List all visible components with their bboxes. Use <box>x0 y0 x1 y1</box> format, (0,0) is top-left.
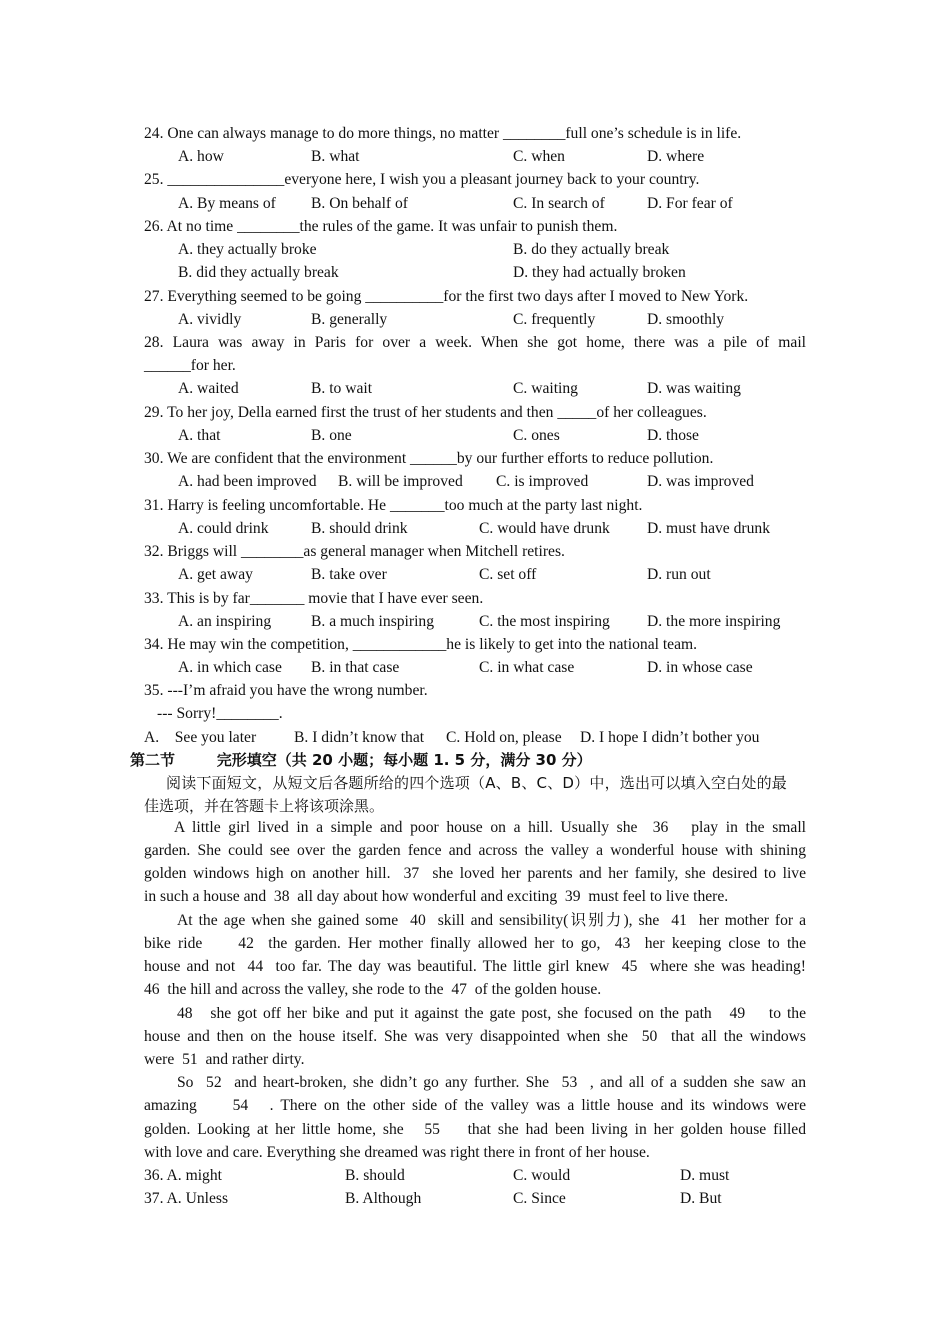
passage-line: in such a house and 38 all day about how wonderful and exciting 39 must feel to live there. <box>144 888 729 905</box>
option-c: C. ones <box>513 427 560 444</box>
cloze-37-option-a: 37. A. Unless <box>144 1190 229 1207</box>
question-27: 27. Everything seemed to be going __________for the first two days after I moved to New York. <box>144 288 749 305</box>
option-a: A. in which case <box>178 659 282 676</box>
passage-line: 46 the hill and across the valley, she rode to the 47 of the golden house. <box>144 981 602 998</box>
option-a: A. By means of <box>178 195 276 212</box>
passage-line: bike ride 42 the garden. Her mother finally allowed her to go, 43 her keeping close to the <box>144 935 806 952</box>
cloze-37-option-c: C. Since <box>513 1190 566 1207</box>
passage-line: golden windows high on another hill. 37 she loved her parents and her family, she desired to live <box>144 865 806 882</box>
option-a: A. waited <box>178 380 239 397</box>
option-a: A. get away <box>178 566 253 583</box>
option-b: B. should drink <box>311 520 408 537</box>
option-c: C. would have drunk <box>479 520 610 537</box>
option-b: B. to wait <box>311 380 373 397</box>
question-29: 29. To her joy, Della earned first the trust of her students and then _____of her colleagues. <box>144 404 707 421</box>
passage-line: house and not 44 too far. The day was beautiful. The little girl knew 45 where she was heading! <box>144 958 806 975</box>
question-25: 25. _______________everyone here, I wish you a pleasant journey back to your country. <box>144 171 700 188</box>
cloze-36-option-c: C. would <box>513 1167 571 1184</box>
option-d: D. was improved <box>647 473 754 490</box>
option-b: B. take over <box>311 566 387 583</box>
passage-line: At the age when she gained some 40 skill and sensibility(识别力), she 41 her mother for a <box>177 912 806 929</box>
option-c: C. the most inspiring <box>479 613 610 630</box>
option-c: C. in what case <box>479 659 575 676</box>
option-a: A. they actually broke <box>178 241 317 258</box>
option-b: B. a much inspiring <box>311 613 435 630</box>
option-a: A. could drink <box>178 520 269 537</box>
question-28-cont: ______for her. <box>144 357 236 374</box>
option-a: A. vividly <box>178 311 242 328</box>
passage-line: with love and care. Everything she dreamed was right there in front of her house. <box>144 1144 650 1161</box>
option-c: C. is improved <box>496 473 589 490</box>
cloze-36-option-b: B. should <box>345 1167 405 1184</box>
option-b: B. On behalf of <box>311 195 409 212</box>
option-d: D. was waiting <box>647 380 741 397</box>
passage-line: house and then on the house itself. She was very disappointed when she 50 that all the windows <box>144 1028 806 1045</box>
option-b: B. do they actually break <box>513 241 670 258</box>
cloze-37-option-d: D. But <box>680 1190 722 1207</box>
cloze-36-option-a: 36. A. might <box>144 1167 222 1184</box>
passage-line: amazing 54 . There on the other side of the valley was a little house and its windows were <box>144 1097 806 1114</box>
passage-line: So 52 and heart-broken, she didn’t go any further. She 53 , and all of a sudden she saw an <box>177 1074 806 1091</box>
question-32: 32. Briggs will ________as general manager when Mitchell retires. <box>144 543 565 560</box>
question-28: 28. Laura was away in Paris for over a week. When she got home, there was a pile of mail <box>144 334 806 351</box>
option-a: A. an inspiring <box>178 613 272 630</box>
option-d: D. they had actually broken <box>513 264 686 281</box>
option-b: B. I didn’t know that <box>294 729 425 746</box>
question-33: 33. This is by far_______ movie that I have ever seen. <box>144 590 484 607</box>
option-c: C. frequently <box>513 311 596 328</box>
option-d: D. smoothly <box>647 311 725 328</box>
option-c: C. Hold on, please <box>446 729 562 746</box>
option-b-alt: B. did they actually break <box>178 264 339 281</box>
option-a: A. had been improved <box>178 473 317 490</box>
option-c: C. In search of <box>513 195 605 212</box>
option-b: B. will be improved <box>338 473 463 490</box>
passage-line: golden. Looking at her little home, she 55 that she had been living in her golden house filled <box>144 1121 806 1138</box>
question-24: 24. One can always manage to do more things, no matter ________full one’s schedule is in life. <box>144 125 742 142</box>
option-a: A. how <box>178 148 224 165</box>
option-c: C. waiting <box>513 380 578 397</box>
cloze-36-option-d: D. must <box>680 1167 730 1184</box>
option-a: A. that <box>178 427 221 444</box>
option-a: A. See you later <box>144 729 257 746</box>
option-b: B. what <box>311 148 360 165</box>
question-26: 26. At no time ________the rules of the game. It was unfair to punish them. <box>144 218 618 235</box>
option-c: C. when <box>513 148 565 165</box>
option-c: C. set off <box>479 566 537 583</box>
option-d: D. must have drunk <box>647 520 770 537</box>
question-30: 30. We are confident that the environment ______by our further efforts to reduce pollution. <box>144 450 714 467</box>
option-b: B. generally <box>311 311 388 328</box>
option-d: D. those <box>647 427 699 444</box>
question-31: 31. Harry is feeling uncomfortable. He _______too much at the party last night. <box>144 497 643 514</box>
option-d: D. I hope I didn’t bother you <box>580 729 760 746</box>
section-instructions-cont: 佳选项，并在答题卡上将该项涂黑。 <box>144 797 385 815</box>
option-b: B. one <box>311 427 352 444</box>
passage-line: A little girl lived in a simple and poor house on a hill. Usually she 36 play in the small <box>174 819 806 836</box>
section-instructions: 阅读下面短文，从短文后各题所给的四个选项（A、B、C、D）中，选出可以填入空白处的最 <box>166 774 787 792</box>
question-34: 34. He may win the competition, ____________he is likely to get into the national team. <box>144 636 698 653</box>
section-title: 第二节 完形填空（共 20 小题；每小题 1. 5 分，满分 30 分） <box>130 751 592 769</box>
option-d: D. the more inspiring <box>647 613 781 630</box>
option-d: D. where <box>647 148 705 165</box>
question-35-reply: --- Sorry!________. <box>157 705 283 722</box>
option-d: D. in whose case <box>647 659 753 676</box>
passage-line: 48 she got off her bike and put it against the gate post, she focused on the path 49 to the <box>177 1005 806 1022</box>
option-d: D. For fear of <box>647 195 733 212</box>
passage-line: garden. She could see over the garden fence and across the valley a wonderful house with shining <box>144 842 806 859</box>
passage-line: were 51 and rather dirty. <box>144 1051 305 1068</box>
cloze-37-option-b: B. Although <box>345 1190 422 1207</box>
question-35: 35. ---I’m afraid you have the wrong number. <box>144 682 428 699</box>
option-d: D. run out <box>647 566 711 583</box>
option-b: B. in that case <box>311 659 400 676</box>
